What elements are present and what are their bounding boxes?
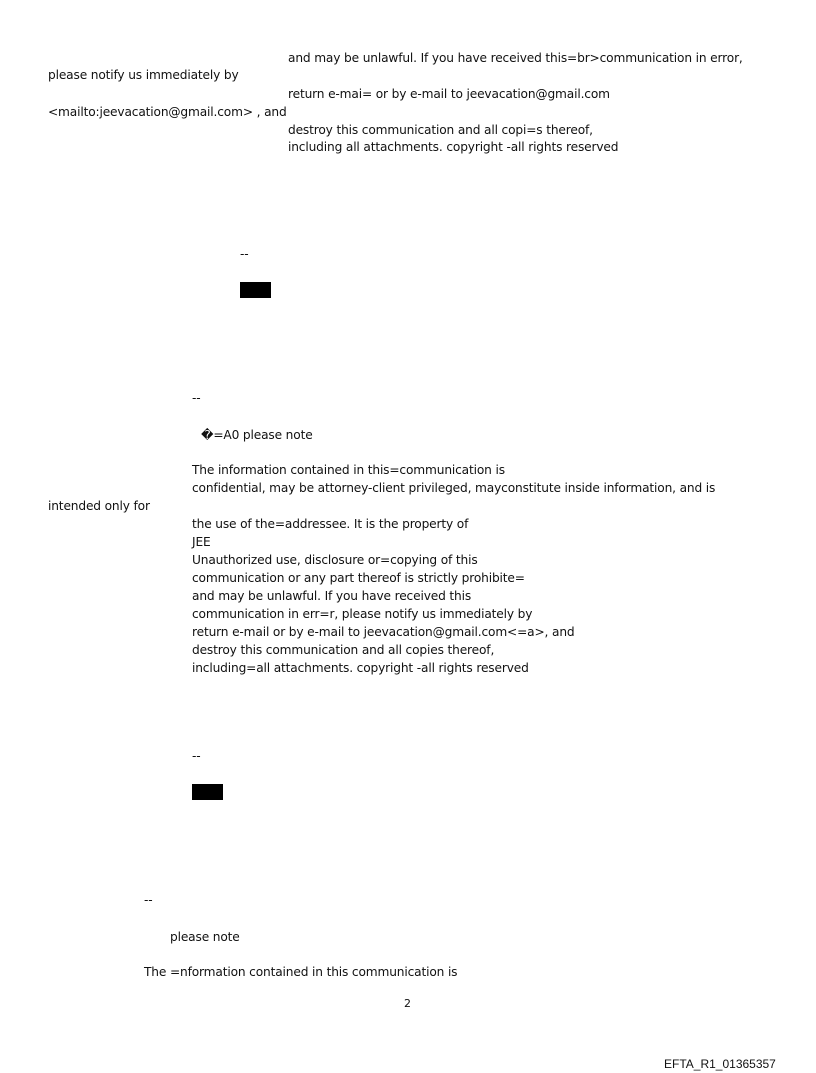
text-line: including=all attachments. copyright -all rights reserved [192,661,529,675]
signature-dashes: -- [192,749,201,763]
text-line: communication or any part thereof is strictly prohibite= [192,571,525,585]
text-line: destroy this communication and all copi=s thereof, [288,123,593,137]
text-line: destroy this communication and all copies thereof, [192,643,495,657]
separator-dashes: -- [192,391,201,405]
bates-number: EFTA_R1_01365357 [664,1057,776,1071]
text-line: The information contained in this=communication is [192,463,505,477]
please-note-heading: please note [170,930,240,944]
text-line: please notify us immediately by [48,68,239,82]
text-line: communication in err=r, please notify us immediately by [192,607,533,621]
text-line: The =nformation contained in this communication is [144,965,458,979]
text-line: the use of the=addressee. It is the property of [192,517,469,531]
page-number: 2 [404,997,411,1010]
text-line: and may be unlawful. If you have received this=br>communication in error, [288,51,743,65]
text-line: and may be unlawful. If you have received this [192,589,472,603]
text-line: intended only for [48,499,150,513]
text-line: return e-mai= or by e-mail to jeevacation@gmail.com [288,87,610,101]
text-line: Unauthorized use, disclosure or=copying of this [192,553,478,567]
text-line: confidential, may be attorney-client privileged, mayconstitute inside information, and is [192,481,716,495]
text-line: including all attachments. copyright -all rights reserved [288,140,619,154]
redaction-box [192,784,223,800]
text-line: <mailto:jeevacation@gmail.com> , and [48,105,287,119]
please-note-heading: �=A0 please note [201,428,313,442]
redaction-box [240,282,271,298]
text-line: JEE [192,535,211,549]
signature-dashes: -- [240,247,249,261]
text-line: return e-mail or by e-mail to jeevacation@gmail.com<=a>, and [192,625,575,639]
separator-dashes: -- [144,893,153,907]
